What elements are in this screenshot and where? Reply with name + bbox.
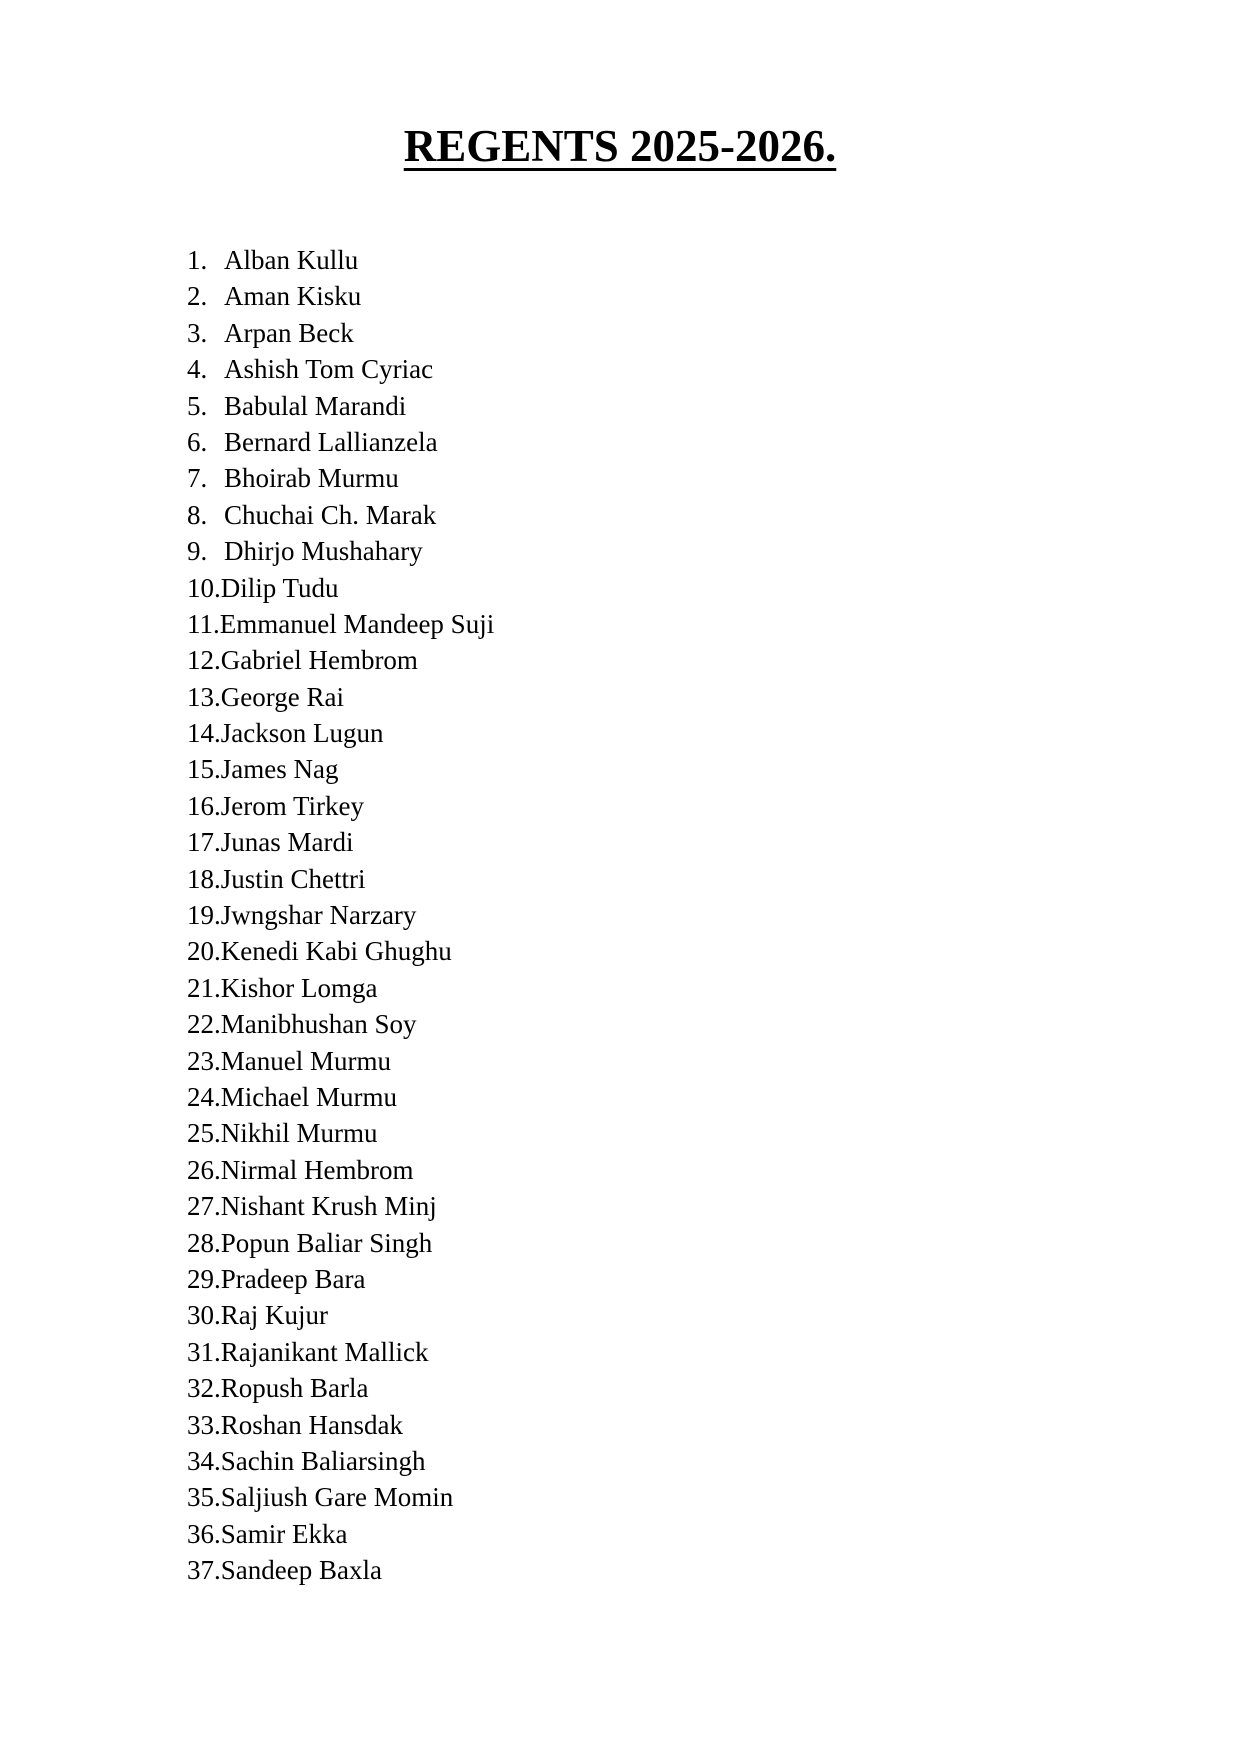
list-item-name: Raj Kujur bbox=[220, 1300, 328, 1331]
regents-list bbox=[187, 242, 494, 1588]
list-item-name: Nirmal Hembrom bbox=[220, 1154, 414, 1185]
list-item-name: Bhoirab Murmu bbox=[224, 463, 399, 494]
list-item-number: 3. bbox=[187, 317, 208, 348]
list-item bbox=[187, 933, 494, 969]
list-item-number: 22. bbox=[187, 1009, 221, 1040]
list-item-number: 4. bbox=[187, 354, 208, 385]
list-item-number: 20. bbox=[187, 936, 221, 967]
list-item-name: Dilip Tudu bbox=[220, 572, 339, 603]
list-item-name: Babulal Marandi bbox=[224, 390, 407, 421]
list-item bbox=[187, 533, 494, 569]
list-item bbox=[187, 497, 494, 533]
list-item bbox=[187, 606, 494, 642]
list-item bbox=[187, 242, 494, 278]
list-item bbox=[187, 570, 494, 606]
list-item-number: 29. bbox=[187, 1263, 221, 1294]
list-item bbox=[187, 679, 494, 715]
list-item-number: 2. bbox=[187, 281, 208, 312]
list-item-name: Rajanikant Mallick bbox=[220, 1336, 429, 1367]
list-item-number: 11. bbox=[187, 608, 220, 639]
list-item-number: 18. bbox=[187, 863, 221, 894]
list-item bbox=[187, 861, 494, 897]
list-item-name: Jackson Lugun bbox=[220, 718, 384, 749]
list-item-name: Ropush Barla bbox=[220, 1373, 369, 1404]
list-item-number: 25. bbox=[187, 1118, 221, 1149]
list-item-name: Junas Mardi bbox=[220, 827, 354, 858]
list-item-number: 7. bbox=[187, 463, 208, 494]
list-item-number: 35. bbox=[187, 1482, 221, 1513]
list-item-name: Roshan Hansdak bbox=[220, 1409, 403, 1440]
list-item bbox=[187, 715, 494, 751]
list-item-name: Alban Kullu bbox=[224, 245, 359, 275]
list-item bbox=[187, 315, 494, 351]
list-item-number: 5. bbox=[187, 390, 208, 421]
list-item-number: 10. bbox=[187, 572, 221, 603]
list-item-number: 16. bbox=[187, 790, 221, 821]
list-item-name: Saljiush Gare Momin bbox=[220, 1482, 454, 1513]
list-item bbox=[187, 1443, 494, 1479]
list-item bbox=[187, 278, 494, 314]
list-item-number: 30. bbox=[187, 1300, 221, 1331]
list-item-number: 24. bbox=[187, 1081, 221, 1112]
list-item bbox=[187, 1297, 494, 1333]
list-item bbox=[187, 1370, 494, 1406]
list-item-number: 23. bbox=[187, 1045, 221, 1076]
list-item-number: 21. bbox=[187, 972, 221, 1003]
list-item-name: Manibhushan Soy bbox=[220, 1009, 417, 1040]
list-item-name: Nikhil Murmu bbox=[220, 1118, 378, 1149]
list-item bbox=[187, 1261, 494, 1297]
list-item-name: Chuchai Ch. Marak bbox=[224, 499, 437, 530]
list-item-name: Samir Ekka bbox=[220, 1518, 348, 1549]
list-item bbox=[187, 1079, 494, 1115]
list-item bbox=[187, 1479, 494, 1515]
list-item-name: Dhirjo Mushahary bbox=[224, 536, 423, 567]
list-item-number: 15. bbox=[187, 754, 221, 785]
list-item bbox=[187, 1043, 494, 1079]
list-item-number: 31. bbox=[187, 1336, 221, 1367]
list-item bbox=[187, 460, 494, 496]
list-item-number: 37. bbox=[187, 1555, 221, 1586]
list-item-name: Arpan Beck bbox=[224, 317, 354, 348]
list-item-number: 13. bbox=[187, 681, 221, 712]
list-item-name: Ashish Tom Cyriac bbox=[224, 354, 434, 385]
list-item-number: 27. bbox=[187, 1191, 221, 1222]
list-item bbox=[187, 1552, 494, 1588]
list-item-name: Michael Murmu bbox=[220, 1081, 397, 1112]
list-item bbox=[187, 970, 494, 1006]
list-item bbox=[187, 1516, 494, 1552]
list-item bbox=[187, 388, 494, 424]
list-item-name: Sachin Baliarsingh bbox=[220, 1445, 426, 1476]
list-item-name: Jerom Tirkey bbox=[220, 790, 365, 821]
list-item-number: 12. bbox=[187, 645, 221, 676]
list-item-number: 8. bbox=[187, 499, 208, 530]
list-item bbox=[187, 897, 494, 933]
list-item-number: 19. bbox=[187, 900, 221, 931]
list-item bbox=[187, 1407, 494, 1443]
list-item-name: Nishant Krush Minj bbox=[220, 1191, 437, 1222]
list-item-name: Popun Baliar Singh bbox=[220, 1227, 433, 1258]
list-item-number: 33. bbox=[187, 1409, 221, 1440]
list-item-number: 6. bbox=[187, 426, 208, 457]
list-item bbox=[187, 1152, 494, 1188]
list-item-number: 32. bbox=[187, 1373, 221, 1404]
list-item-name: Kenedi Kabi Ghughu bbox=[220, 936, 452, 967]
list-item-number: 1. bbox=[187, 245, 208, 275]
list-item-number: 26. bbox=[187, 1154, 221, 1185]
list-item-number: 14. bbox=[187, 718, 221, 749]
list-item-name: Justin Chettri bbox=[220, 863, 366, 894]
list-item bbox=[187, 788, 494, 824]
list-item-name: George Rai bbox=[220, 681, 344, 712]
list-item-name: Jwngshar Narzary bbox=[220, 900, 417, 931]
list-item-number: 9. bbox=[187, 536, 208, 567]
list-item-number: 17. bbox=[187, 827, 221, 858]
list-item bbox=[187, 424, 494, 460]
list-item bbox=[187, 642, 494, 678]
list-item bbox=[187, 1115, 494, 1151]
list-item-name: Bernard Lallianzela bbox=[224, 426, 438, 457]
page-title: REGENTS 2025-2026. bbox=[403, 121, 837, 171]
list-item-name: Manuel Murmu bbox=[220, 1045, 391, 1076]
list-item-number: 36. bbox=[187, 1518, 221, 1549]
list-item bbox=[187, 351, 494, 387]
list-item bbox=[187, 1006, 494, 1042]
list-item-name: Pradeep Bara bbox=[220, 1263, 366, 1294]
list-item bbox=[187, 824, 494, 860]
list-item bbox=[187, 1188, 494, 1224]
list-item bbox=[187, 1334, 494, 1370]
list-item-number: 34. bbox=[187, 1445, 221, 1476]
list-item-name: Sandeep Baxla bbox=[220, 1555, 382, 1586]
list-item-name: Kishor Lomga bbox=[220, 972, 378, 1003]
list-item-name: James Nag bbox=[220, 754, 339, 785]
list-item bbox=[187, 1225, 494, 1261]
list-item bbox=[187, 751, 494, 787]
list-item-name: Emmanuel Mandeep Suji bbox=[219, 608, 495, 639]
list-item-name: Aman Kisku bbox=[224, 281, 362, 312]
list-item-number: 28. bbox=[187, 1227, 221, 1258]
list-item-name: Gabriel Hembrom bbox=[220, 645, 418, 676]
